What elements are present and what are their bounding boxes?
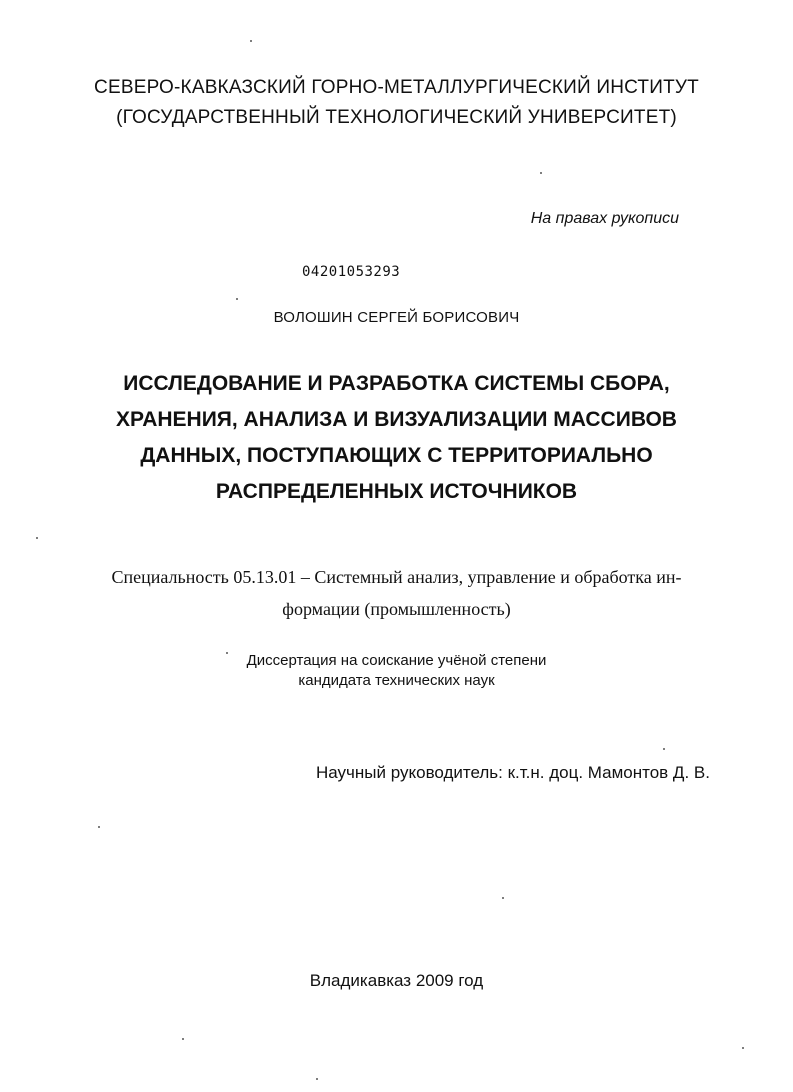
degree-statement <box>0 651 793 691</box>
specialty-line-1: Специальность 05.13.01 – Системный анализ, управление и обработка ин- <box>111 567 682 587</box>
catalog-number: 04201053293 <box>302 264 401 280</box>
scan-speck <box>742 1047 744 1049</box>
scan-speck <box>663 748 665 750</box>
title-line: ИССЛЕДОВАНИЕ И РАЗРАБОТКА СИСТЕМЫ СБОРА, <box>123 372 670 395</box>
institute-name-line-1: СЕВЕРО-КАВКАЗСКИЙ ГОРНО-МЕТАЛЛУРГИЧЕСКИЙ ИНСТИТУТ <box>94 77 699 98</box>
title-line: РАСПРЕДЕЛЕННЫХ ИСТОЧНИКОВ <box>215 480 578 503</box>
author-name: ВОЛОШИН СЕРГЕЙ БОРИСОВИЧ <box>273 309 520 326</box>
degree-statement-line-1: Диссертация на соискание учёной степени <box>246 652 547 669</box>
scan-speck <box>182 1038 184 1040</box>
title-line: ДАННЫХ, ПОСТУПАЮЩИХ С ТЕРРИТОРИАЛЬНО <box>140 444 653 467</box>
title-line: ХРАНЕНИЯ, АНАЛИЗА И ВИЗУАЛИЗАЦИИ МАССИВОВ <box>116 408 677 431</box>
scan-speck <box>226 652 228 654</box>
scan-speck <box>502 897 504 899</box>
scan-speck <box>98 826 100 828</box>
scan-speck <box>236 298 238 300</box>
scan-speck <box>540 172 542 174</box>
specialty <box>0 561 793 625</box>
specialty-line-2: формации (промышленность) <box>282 599 511 619</box>
degree-statement-line-2: кандидата технических наук <box>298 672 495 689</box>
scan-speck <box>316 1078 318 1080</box>
scientific-supervisor: Научный руководитель: к.т.н. доц. Мамонтов Д. В. <box>316 763 710 782</box>
manuscript-rights-note: На правах рукописи <box>530 210 679 227</box>
scan-speck <box>36 537 38 539</box>
institute-name-line-2: (ГОСУДАРСТВЕННЫЙ ТЕХНОЛОГИЧЕСКИЙ УНИВЕРСИТЕТ) <box>116 107 677 128</box>
dissertation-title <box>0 366 793 510</box>
city-and-year: Владикавказ 2009 год <box>309 971 484 990</box>
scan-speck <box>250 40 252 42</box>
